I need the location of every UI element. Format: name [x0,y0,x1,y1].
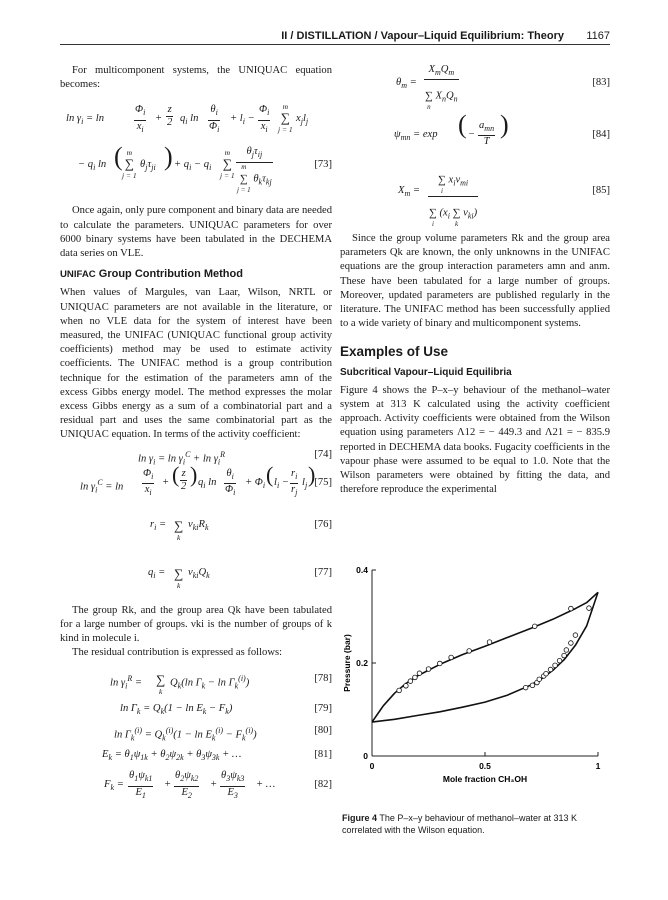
equation-80-number: [80] [314,725,332,737]
equation-82-number: [82] [314,779,332,791]
equation-77: $q_i$ = ∑ k $\nu_{ki}Q_k$ [77] [148,565,332,590]
equation-78-number: [78] [314,673,332,685]
vapour-data-point [562,653,567,658]
equation-73-number: [73] [314,159,332,171]
intro-paragraph: For multicomponent systems, the UNIQUAC equation becomes: [60,65,332,91]
heading-subcritical: Subcritical Vapour–Liquid Equilibria [340,366,512,378]
page-header [60,29,610,45]
running-title: II / DISTILLATION / Vapour–Liquid Equilibrium: Theory [281,30,564,42]
x-tick-label: 0 [369,761,375,771]
vapour-data-point [557,658,562,663]
heading-examples-of-use: Examples of Use [340,344,449,360]
vapour-data-point [573,633,578,638]
vapour-data-point [553,663,558,668]
equation-76-number: [76] [314,518,332,530]
liquid-data-point [417,671,422,676]
paragraph-since: Since the group volume parameters Rk and the group area parameters Qk are known, the only unknowns in the UNIFAC equations are the group interaction parameters amn and anm. These have been tabulated for a large number of groups. Moreover, updated parameters are published regularly in the literature. The UNIFAC method has been successfully applied to a wide variety of binary and multicomponent systems. [340,233,610,330]
equation-75-number: [75] [314,476,332,488]
equation-81-number: [81] [314,749,332,761]
figure-4-chart [340,560,610,810]
equation-83-number: [83] [592,77,610,88]
liquid-data-point [569,606,574,611]
liquid-data-point [438,661,443,666]
vapour-data-point [544,671,549,676]
vapour-data-point [548,667,553,672]
vapour-data-point [537,677,542,682]
y-tick-label: 0.2 [356,658,368,668]
paragraph-residual: The residual contribution is expressed as follows: [72,647,283,659]
equation-75: $\ln \gamma_i^C = \ln$ $\frac{\Phi_i}{x_i}$ + ( $\frac{z}{2}$ ) $q_i$ ln $\frac{\theta_i}{\Phi_i}$ + $\Phi_i$ ( $l_i$ − $\frac{r_i}{r_j}$ $l_j$ ) [75] [80,461,332,497]
equation-78: $\ln \gamma_i^R$ = ∑ k $Q_k(\ln$ $\Gamma_k - \ln \Gamma_k^{(i)}$) [78] [110,672,332,697]
heading-unifac-sc: UNIFAC [60,269,96,281]
liquid-data-point [397,688,402,693]
vapour-data-point [587,606,592,611]
paragraph-figure4: Figure 4 shows the P–x–y behaviour of the methanol–water system at 313 K calculated using the activity coefficient approach. Activity coefficients were obtained from the Wilson equation using parameters Λ12 = − 449.3 and Λ21 = − 835.9 reported in DECHEMA data books. Fugacity coefficients in the vapour phase were assumed to be equal to 1.0. Note that the Wilson parameters were obtained by fitting the data, and therefore reproduce the experimental [340,384,610,496]
liquid-data-point [467,649,472,654]
x-tick-label: 0.5 [479,761,491,771]
right-column [340,64,610,497]
equation-85-number: [85] [592,185,610,196]
equation-74: $\ln \gamma_i = \ln \gamma_i^C + \ln \gamma_i^R$ [74] [138,448,332,467]
left-column [60,64,332,802]
heading-unifac [60,267,332,282]
liquid-data-point [408,679,413,684]
liquid-data-point [487,640,492,645]
x-tick-label: 1 [595,761,601,771]
vapour-data-point [569,641,574,646]
equation-77-number: [77] [314,566,332,578]
equation-73-line1: $\ln \gamma_i = \ln$ $\frac{\Phi_i}{x_i}$ + $\frac{z}{2}$ $q_i$ ln $\frac{\theta_i}{\Phi_i}$ + $l_i$ − $\frac{\Phi_i}{x_i}$ m ∑ j = 1 $x_jl_j$ [66,102,309,135]
equation-82: $F_k$ = $\frac{\theta_1\psi_{k1}}{E_1}$ + $\frac{\theta_2\psi_{k2}}{E_2}$ + $\frac{\theta_3\psi_{k3}}{E_3}$ + … [82] [104,770,332,800]
equation-83: $\theta_m$ = $X_mQ_m$ ∑ n $X_nQ_n$ [83] [396,64,610,112]
equation-73-line2: − $q_i$ ln ( m ∑ j = 1 $\theta_j\tau_{ji}$ ) + $q_i - q_i$ m ∑ j = 1 $\theta_j\tau_{ij}$ m ∑ j = 1 $\theta_k\tau_{kj}$ [73] [78,142,332,194]
equation-84-number: [84] [592,129,610,140]
paragraph-group: The group Rk, and the group area Qk have been tabulated for a large number of groups. νki is the number of groups of k kind in molecule i. [60,604,332,645]
y-axis-label: Pressure (bar) [342,634,352,692]
liquid-data-point [532,624,537,629]
liquid-data-point [426,667,431,672]
equation-85: $X_m$ = ∑ i $x_i\nu_{mi}$ ∑ i ($x_i$ ∑ k $\nu_{ki}$) [85] [340,162,610,222]
equation-81: $E_k = \theta_1\psi_{1k} + \theta_2\psi_{2k} + \theta_3\psi_{3k}$ + … [81] [102,749,332,763]
figure-caption [342,812,612,836]
liquid-data-point [449,655,454,660]
heading-unifac-rest: Group Contribution Method [95,268,243,281]
equation-79-number: [79] [314,703,332,715]
y-tick-label: 0 [363,751,368,761]
liquid-data-point [413,675,418,680]
paragraph-once-again: Once again, only pure component and binary data are needed to calculate the parameters. UNIQUAC parameters for over 6000 binary systems have been tabulated in the DECHEMA data series on VLE. [60,205,332,260]
equation-80: $\ln \Gamma_k^{(i)} = Q_k^{(i)}(1 - \ln E_k^{(i)} - F_k^{(i)})$ [80] [114,725,332,744]
liquid-data-point [404,683,409,688]
figure-caption-label: Figure 4 [342,813,378,823]
figure-caption-text: The P–x–y behaviour of methanol–water at 313 K correlated with the Wilson equation. [342,813,577,835]
y-tick-label: 0.4 [356,565,368,575]
page-number: 1167 [586,30,610,42]
vapour-data-point [530,683,535,688]
equation-76: $r_i$ = ∑ k $\nu_{ki}R_k$ [76] [150,517,332,542]
header-rule [60,44,610,45]
equation-84: $\psi_{mn} = \exp$ ( − $a_{mn}$ T ) [84] [394,110,610,148]
equation-79: $\ln \Gamma_k = Q_k(1 - \ln E_k - F_k)$ [79] [120,703,332,717]
vapour-data-point [564,648,569,653]
paragraph-unifac: When values of Margules, van Laar, Wilson, NRTL or UNIQUAC parameters are not available in the literature, or when no VLE data for the system of interest have been measured, the UNIFAC (UNIQUAC functional group activity coefficients) method may be used to estimate activity coefficients. The UNIFAC method is a group contribution technique for the estimation of the parameters amn of the excess Gibbs energy model. The method expresses the molar excess Gibbs energy as a sum of a combinatorial part and a residual part and uses the same combinatorial part as the UNIQUAC equation. In terms of the activity coefficient: [60,287,332,441]
equation-74-number: [74] [314,448,332,460]
x-axis-label: Mole fraction CH₃OH [442,774,528,784]
vapour-data-point [523,685,528,690]
